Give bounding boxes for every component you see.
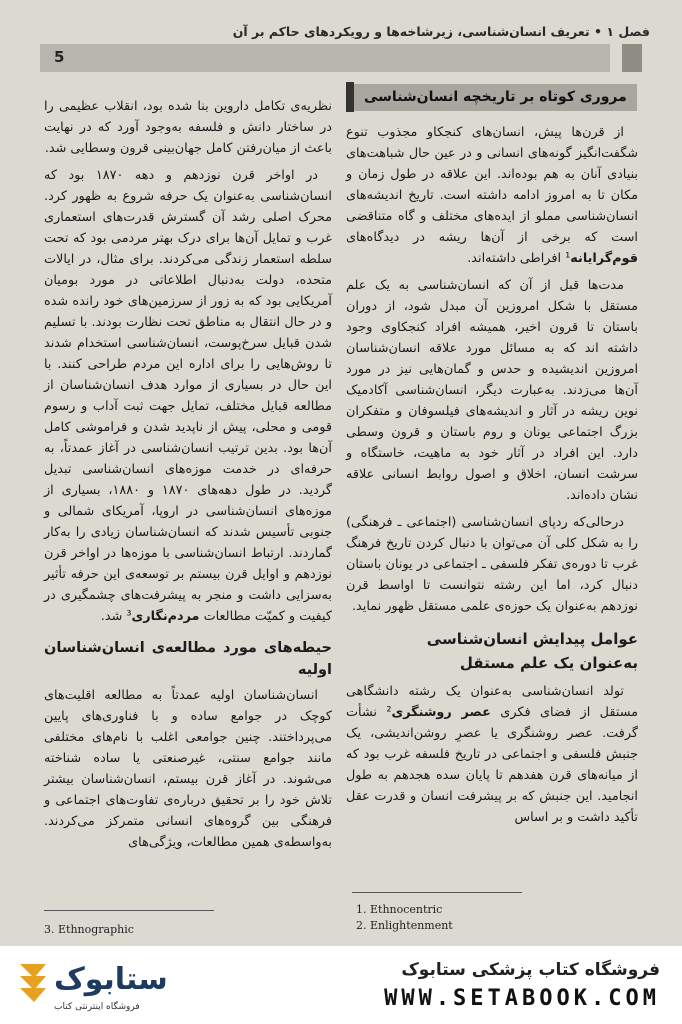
section-title-marker [346, 82, 354, 112]
bold-term: عصر روشنگری [391, 705, 491, 720]
page-number: 5 [54, 48, 65, 66]
subheading: حیطه‌های مورد مطالعه‌ی انسان‌شناسان اولیه [44, 640, 332, 678]
logo-text: ستابوک [54, 962, 168, 997]
header-bar [40, 44, 610, 72]
logo-chevron-icon [16, 960, 52, 1010]
paragraph: در اواخر قرن نوزدهم و دهه ۱۸۷۰ بود که انسان‌شناسی به‌عنوان یک حرفه شروع به ظهور کرد. محرک اصلی رشد آن گسترش قدرت‌های استعماری غرب و تمایل آن‌ها برای درک بهتر مردمی بود که تحت سلطه استعمار زندگی می‌کردند. برای مثال، در ایالات متحده، دولت به‌دنبال اطلاعاتی در مورد بومیان آمریکایی بود که به زور از سرزمین‌های خود رانده شده و در حال انتقال به مناطق تحت نظارت بودند. با تسلیم شدن قبایل سرخ‌پوست، انسان‌شناسی استخدام شدند تا روش‌هایی را برای اداره این مردم طراحی کنند. با این حال در بسیاری از موارد هدف انسان‌شناسان از مطالعه قبایل مختلف، تمایل جهت ثبت آداب و رسوم قومی و محلی، پیش از ناپدید شدن و فراموشی کامل آن‌ها بود. بدین ترتیب انسان‌شناسی در آغاز عمدتاً، به حرفه‌ای در خدمت موزه‌های انسان‌شناسی تبدیل گردید. در طول دهه‌های ۱۸۷۰ و ۱۸۸۰، بسیاری از موزه‌های انسان‌شناسی در اروپا، آمریکای شمالی و جنوبی تأسیس شدند که انسان‌شناسان زیادی را به‌کار گماردند. ارتباط انسان‌شناسی با موزه‌ها در اواخر قرن نوزدهم و اوایل قرن بیستم بر توسعه‌ی این حرفه تأثیر به‌سزایی داشت و منجر به پیشرفت‌های چشمگیری در کیفیت و کمیّت مطالعات مردم‌نگاری³ شد. [44, 168, 332, 624]
paragraph: درحالی‌که ردپای انسان‌شناسی (اجتماعی ـ فرهنگی) را به شکل کلی آن می‌توان با دنبال کردن تاریخ فرهنگ غرب تا دوره‌ی تفکر فلسفی ـ اجتماعی در یونان باستان دنبال کرد، اما این رشته نتوانست تا اواسط قرن نوزدهم به‌عنوان یک حوزه‌ی علمی مستقل ظهور نماید. [346, 515, 638, 614]
paragraph: از قرن‌ها پیش، انسان‌های کنجکاو مجذوب تنوع شگفت‌انگیز گونه‌های انسانی و در عین حال شباهت‌های بنیادی آنان به هم بوده‌اند. این علاقه در طول زمان و مکان تا به امروز ادامه داشته است. تاریخ اندیشه‌های انسان‌شناسی مملو از ایده‌های مختلف و گاه متناقضی است که برخی از آن‌ها ریشه در دیدگاه‌های قوم‌گرایانه¹ افراطی داشته‌اند. [346, 125, 638, 266]
paragraph: تولد انسان‌شناسی به‌عنوان یک رشته دانشگاهی مستقل از فضای فکری عصر روشنگری² نشأت گرفت. عصر روشنگری یا عصرِ روشن‌اندیشی، یک جنبش فلسفی و اجتماعی در تاریخ فلسفه غرب بود که از میانه‌های قرن هفدهم تا پایان سده هجدهم به طول انجامید. این جنبش که بر پیشرفت انسان و قدرت عقل تأکید داشت و بر اساس [346, 684, 638, 825]
paragraph: مدت‌ها قبل از آن که انسان‌شناسی به یک علم مستقل با شکل امروزین آن مبدل شود، از دوران باستان تا قرون اخیر، همیشه افراد کنجکاوی وجود داشته اند که به مسائل مورد علاقه انسان‌شناسان امروزین اندیشیده و حدس و گمان‌هایی نیز در مورد آن‌ها می‌زدند. به‌عبارت دیگر، انسان‌شناسی آکادمیک نوین ریشه در آثار و اندیشه‌های فیلسوفان و متفکران بزرگ اجتماعی یونان و روم باستان و قرون وسطی دارد. این افراد در آثار خود به ماهیت، خاستگاه و سرشت انسان، اخلاق و اصول روابط انسانی علاقه نشان داده‌اند. [346, 278, 638, 503]
store-banner [0, 946, 682, 1024]
section-title [346, 82, 638, 112]
paragraph: انسان‌شناسان اولیه عمدتاً به مطالعه اقلیت‌های کوچک در جوامع ساده و با فناوری‌های پایین می‌پرداختند. چنین جوامعی اغلب با نام‌های مختلفی مانند جوامع سنتی، غیرصنعتی یا ساده شناخته می‌شوند. در آغاز قرن بیستم، انسان‌شناسان بیشتر تلاش خود را بر تحقیق درباره‌ی تفاوت‌های اجتماعی و فرهنگی بین گروه‌های انسانی متمرکز می‌کردند. به‌واسطه‌ی همین مطالعات، ویژگی‌های [44, 688, 332, 850]
chapter-title: فصل ۱ • تعریف انسان‌شناسی، زیرشاخه‌ها و رویکردهای حاکم بر آن [232, 24, 650, 39]
shop-url-link[interactable]: WWW.SETABOOK.COM [384, 986, 660, 1011]
footnote-divider [44, 910, 214, 911]
section-title-text: مروری کوتاه بر تاریخچه انسان‌شناسی [354, 84, 637, 111]
store-logo[interactable] [16, 956, 206, 1016]
bold-term: قوم‌گرایانه [570, 251, 638, 266]
logo-tagline: فروشگاه اینترنتی کتاب [54, 1002, 140, 1012]
bold-term: مردم‌نگاری [131, 609, 200, 624]
right-column [346, 82, 638, 834]
left-column [44, 96, 332, 859]
footnote: 2. Enlightenment [356, 919, 453, 932]
footnote: 3. Ethnographic [44, 923, 134, 936]
subheading: عوامل پیدایش انسان‌شناسی به‌عنوان یک علم مستقل [426, 630, 638, 672]
page-header [40, 24, 650, 76]
footnote-divider [352, 892, 522, 893]
paragraph: نظریه‌ی تکامل داروین بنا شده بود، انقلاب عظیمی را در ساختار دانش و فلسفه به‌وجود آورد که در نهایت باعث از میان‌رفتن کامل جهان‌بینی قرون وسطایی شد. [44, 99, 332, 156]
header-tab [622, 44, 642, 72]
shop-name: فروشگاه کتاب پزشکی ستابوک [401, 960, 660, 980]
footnote: 1. Ethnocentric [356, 903, 443, 916]
